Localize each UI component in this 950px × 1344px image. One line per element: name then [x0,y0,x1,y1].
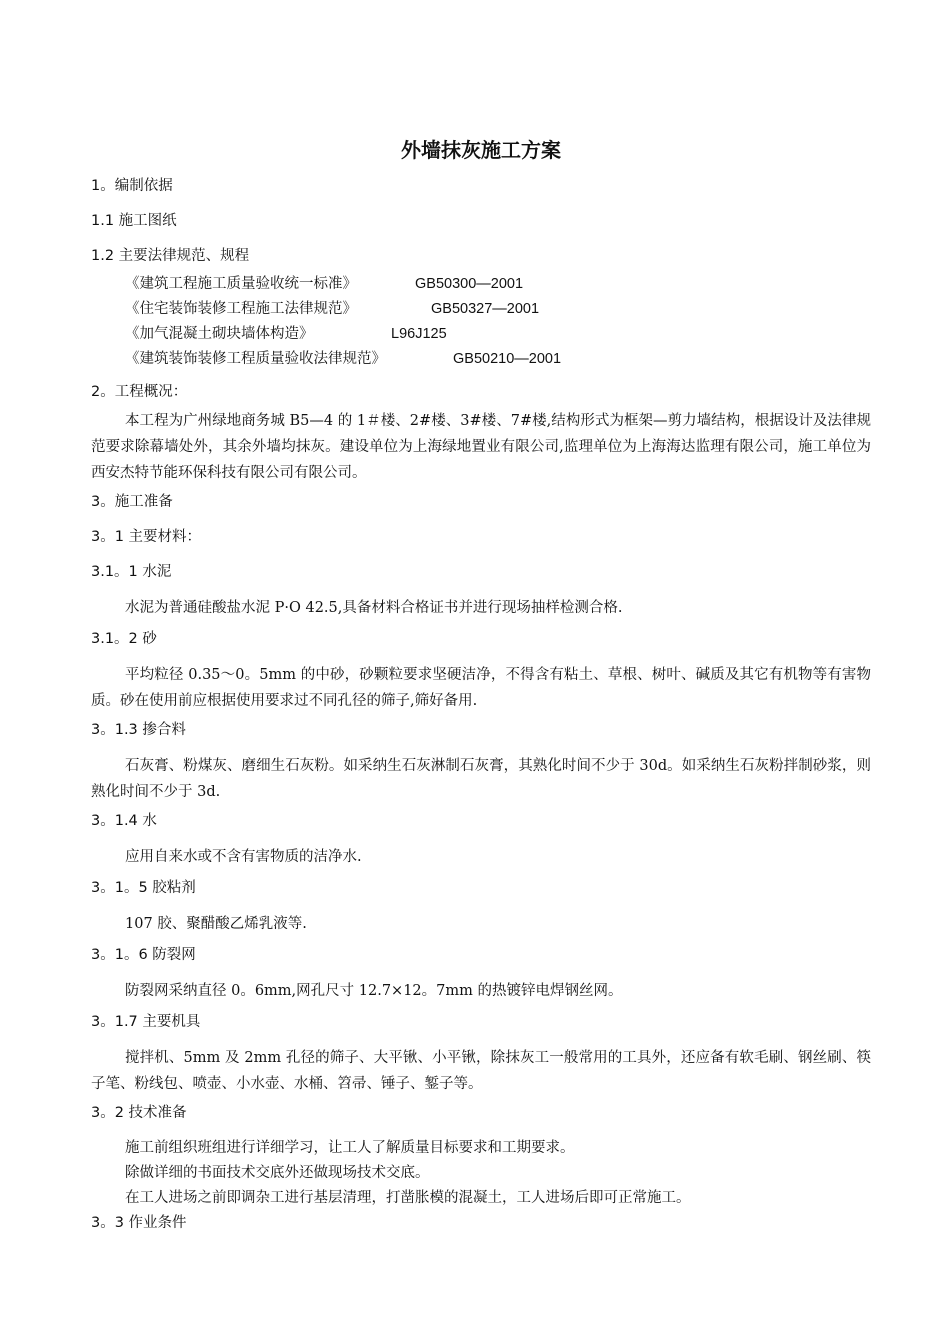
cement-text: 水泥为普通硅酸盐水泥 P·O 42.5,具备材料合格证书并进行现场抽样检测合格. [125,600,623,616]
standards-list [91,272,871,372]
standard-name: 《建筑装饰装修工程质量验收法律规范》 [125,351,386,367]
page-title: 外墙抹灰施工方案 [401,138,561,162]
section-3-1-6-heading: 3。1。6 防裂网 [91,947,196,963]
sand-text: 平均粒径 0.35～0。5mm 的中砂，砂颗粒要求坚硬洁净，不得含有粘土、草根、树叶、碱质及其它有机物等有害物质。砂在使用前应根据使用要求过不同孔径的筛子,筛好备用. [91,667,871,709]
machinery-text: 搅拌机、5mm 及 2mm 孔径的筛子、大平锹、小平锹，除抹灰工一般常用的工具外，还应备有软毛刷、钢丝刷、筷子笔、粉线包、喷壶、小水壶、水桶、笤帚、锤子、錾子等。 [91,1050,871,1092]
section-3-1-2-heading: 3.1。2 砂 [91,631,157,647]
standard-code: L96J125 [391,326,447,342]
project-overview-text: 本工程为广州绿地商务城 B5—4 的 1＃楼、2#楼、3#楼、7#楼,结构形式为框架—剪力墙结构，根据设计及法律规范要求除幕墙处外，其余外墙均抹灰。建设单位为上海绿地置业有限公司,监理单位为上海海达监理有限公司，施工单位为西安杰特节能环保科技有限公司有限公司。 [91,413,871,481]
section-1-2-heading: 1.2 主要法律规范、规程 [91,248,250,264]
standard-name: 《加气混凝土砌块墙体构造》 [125,326,314,342]
water-text: 应用自来水或不含有害物质的洁净水. [125,849,362,865]
section-3-heading: 3。施工准备 [91,494,173,510]
section-1-heading: 1。编制依据 [91,178,173,194]
section-3-2-heading: 3。2 技术准备 [91,1105,187,1121]
standard-name: 《住宅装饰装修工程施工法律规范》 [125,301,357,317]
section-3-1-heading: 3。1 主要材料： [91,529,202,545]
tech-prep-line: 在工人进场之前即调杂工进行基层清理，打凿胀模的混凝土，工人进场后即可正常施工。 [125,1190,691,1206]
standard-code: GB50300—2001 [415,276,524,292]
standard-code: GB50210—2001 [453,351,562,367]
section-3-1-3-heading: 3。1.3 掺合料 [91,722,186,738]
standard-item [91,322,871,347]
admixture-text: 石灰膏、粉煤灰、磨细生石灰粉。如采纳生石灰淋制石灰膏，其熟化时间不少于 30d。如采纳生石灰粉拌制砂浆，则熟化时间不少于 3d. [91,758,871,800]
section-3-1-4-heading: 3。1.4 水 [91,813,157,829]
section-3-1-1-heading: 3.1。1 水泥 [91,564,172,580]
standard-item [91,347,871,372]
section-1-1-heading: 1.1 施工图纸 [91,213,177,229]
standard-item [91,297,871,322]
section-3-1-7-heading: 3。1.7 主要机具 [91,1014,201,1030]
section-2-heading: 2。工程概况： [91,384,188,400]
tech-prep-line: 施工前组织班组进行详细学习，让工人了解质量目标要求和工期要求。 [125,1140,575,1156]
tech-prep-line: 除做详细的书面技术交底外还做现场技术交底。 [125,1165,430,1181]
standard-code: GB50327—2001 [431,301,540,317]
standard-name: 《建筑工程施工质量验收统一标准》 [125,276,357,292]
standard-item [91,272,871,297]
section-3-3-heading: 3。3 作业条件 [91,1215,187,1231]
adhesive-text: 107 胶、聚醋酸乙烯乳液等. [125,916,307,932]
anti-crack-mesh-text: 防裂网采纳直径 0。6mm,网孔尺寸 12.7×12。7mm 的热镀锌电焊钢丝网。 [125,983,623,999]
section-3-1-5-heading: 3。1。5 胶粘剂 [91,880,196,896]
document-page [91,132,871,1246]
